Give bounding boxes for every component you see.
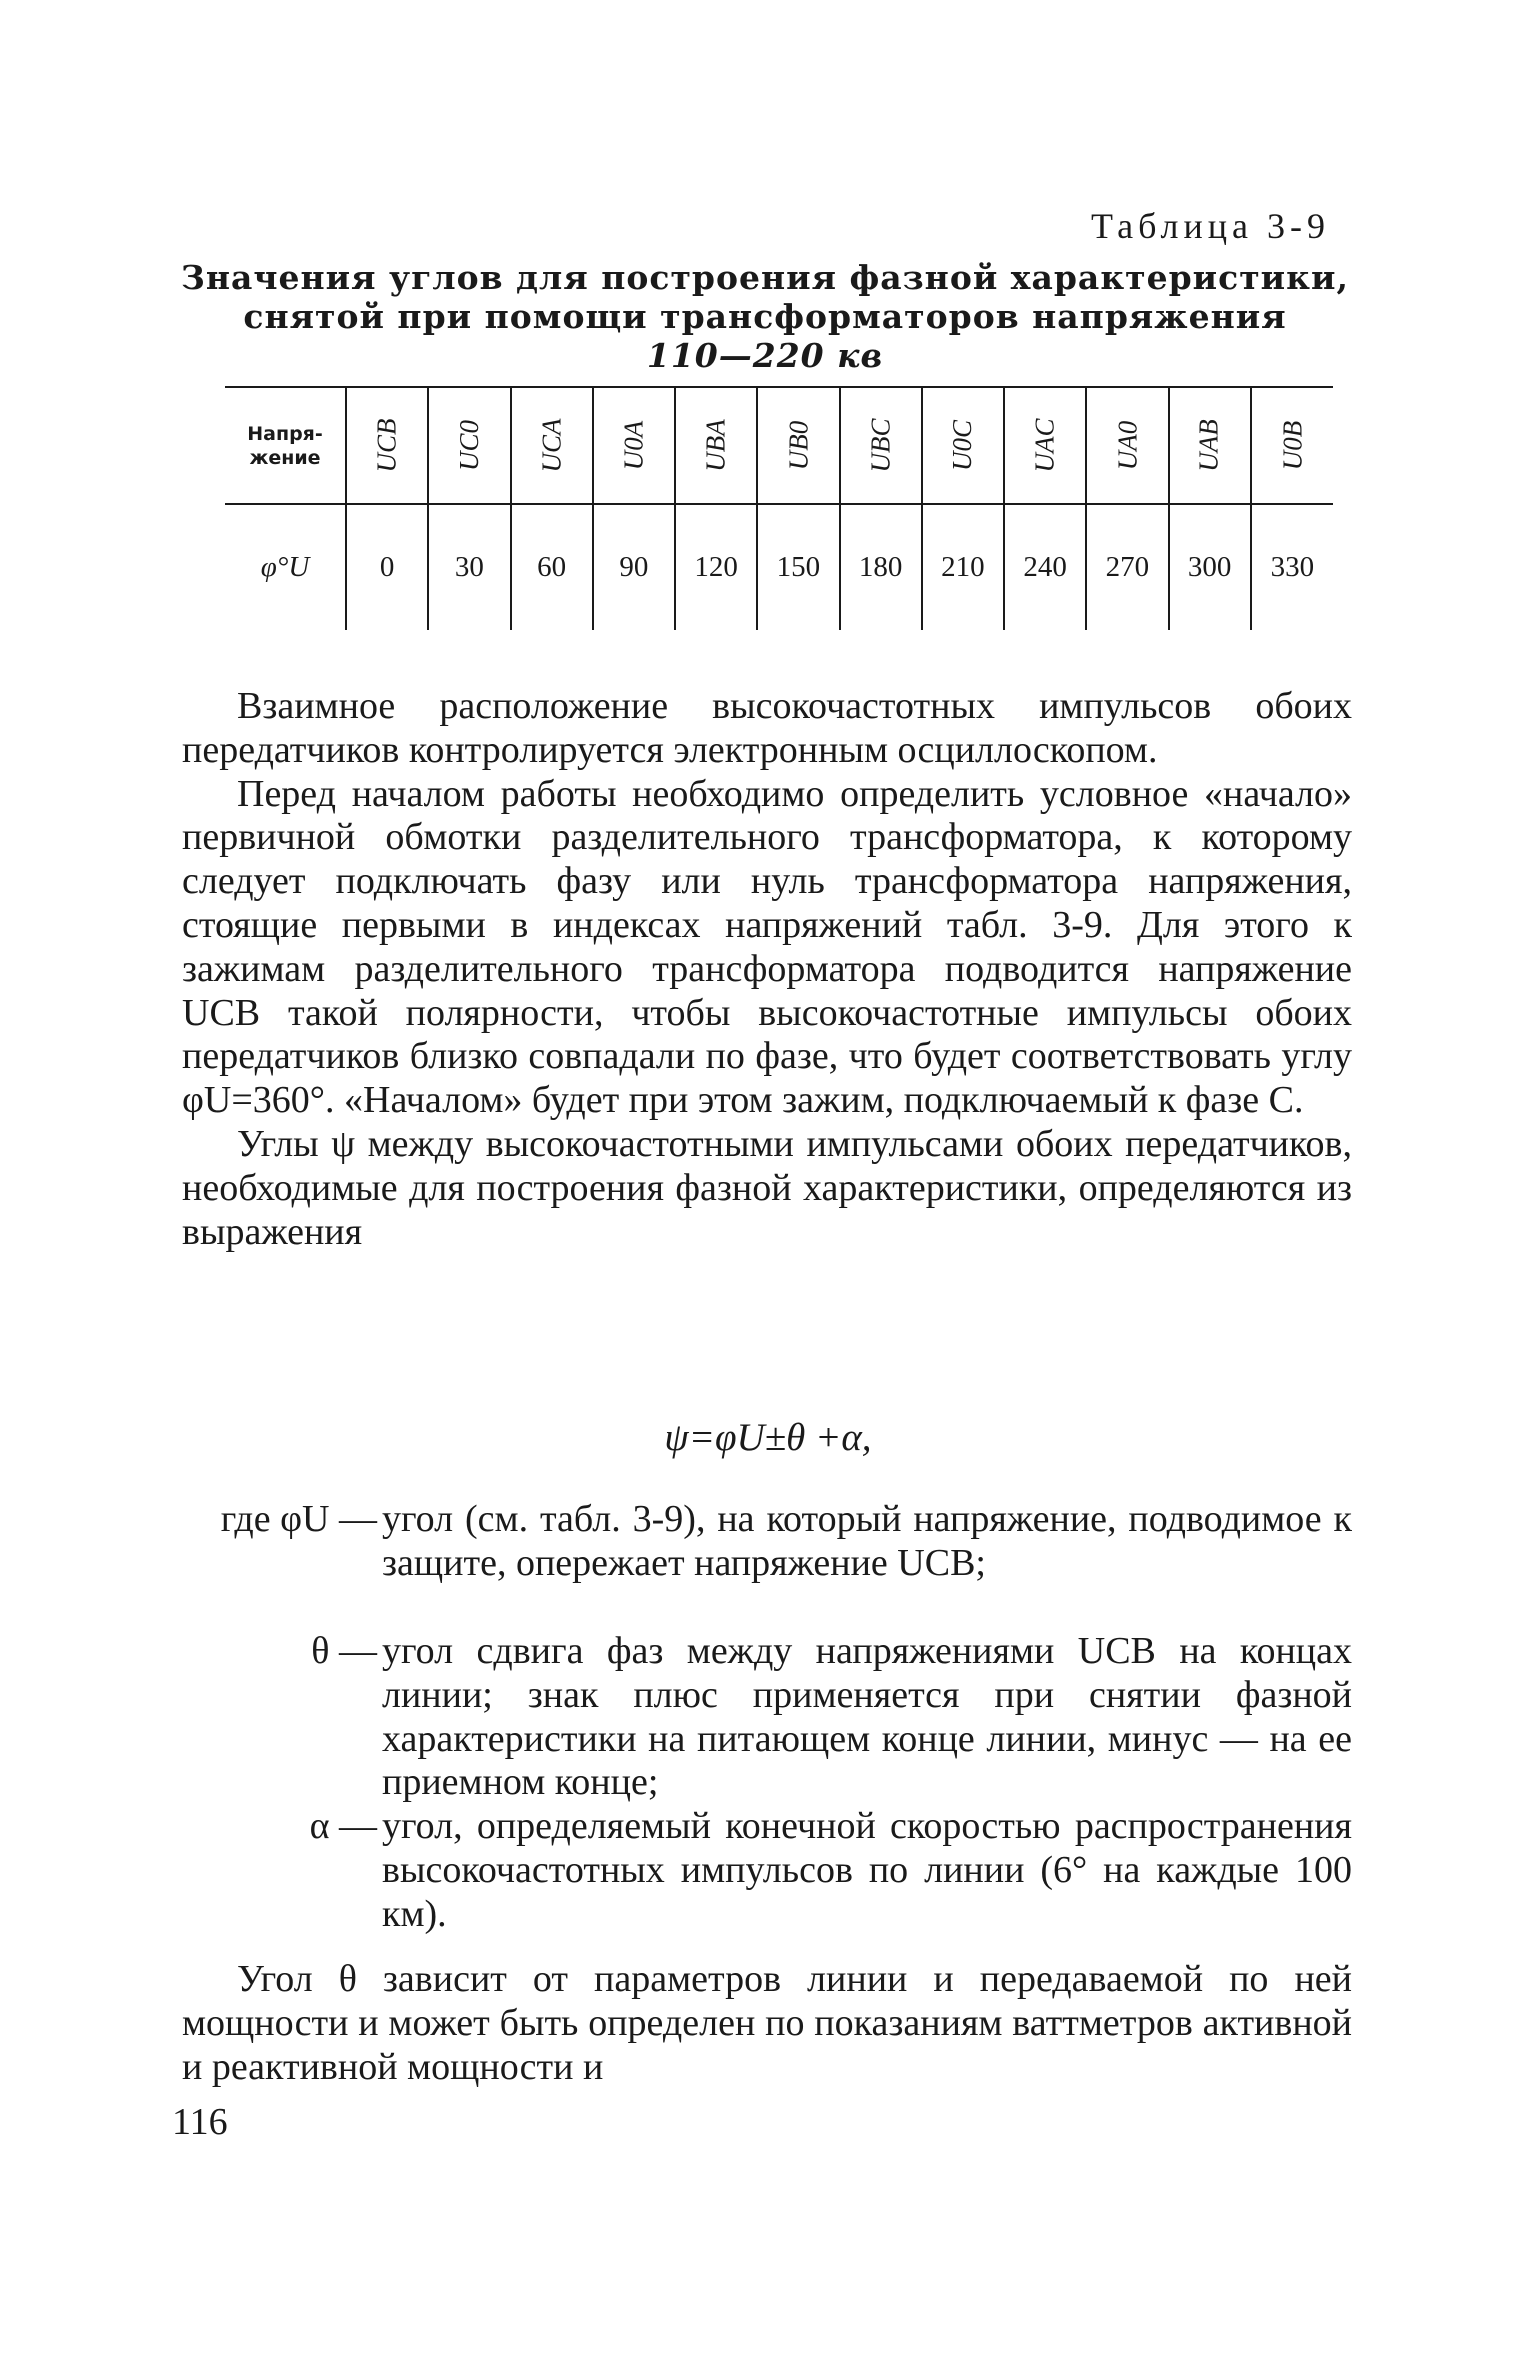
column-header <box>346 387 428 504</box>
definition-body: угол сдвига фаз между напряжениями UCB на концах линии; знак плюс применяется при снятии фазной характеристики на питающем конце линии, минус — на ее приемном конце; <box>382 1630 1352 1804</box>
paragraph-4: Угол θ зависит от параметров линии и передаваемой по ней мощности и может быть определен по показаниям ваттметров активной и реактивной мощности и <box>182 1958 1352 2088</box>
definition-term: θ — <box>311 1630 377 1672</box>
definition-term: где φU — <box>220 1498 377 1540</box>
column-header <box>1251 387 1333 504</box>
table-label: Таблица 3-9 <box>1091 206 1330 246</box>
column-label: UA0 <box>1111 420 1142 471</box>
column-label: UC0 <box>453 419 484 472</box>
table-cell: 90 <box>593 504 675 630</box>
definition-body: угол, определяемый конечной скоростью распространения высокочастотных импульсов по линии (6° на каждые 100 км). <box>382 1805 1352 1935</box>
paragraph-1: Взаимное расположение высокочастотных импульсов обоих передатчиков контролируется электронным осциллоскопом. <box>182 685 1352 771</box>
table-cell: 0 <box>346 504 428 630</box>
table-title-line-1: Значения углов для построения фазной характеристики, <box>181 258 1349 297</box>
column-label: UCA <box>536 418 567 473</box>
table-title-line-3: 110—220 кв <box>646 336 884 375</box>
column-header <box>757 387 839 504</box>
column-label: U0C <box>947 419 978 472</box>
column-header <box>428 387 510 504</box>
angle-table <box>225 386 1333 630</box>
definition-term: α — <box>309 1805 377 1847</box>
column-label: UBA <box>700 419 731 472</box>
column-label: UB0 <box>782 420 813 471</box>
column-header <box>675 387 757 504</box>
column-header <box>511 387 593 504</box>
column-label: UCB <box>371 418 402 473</box>
column-header <box>1086 387 1168 504</box>
definition-body: угол (см. табл. 3-9), на который напряжение, подводимое к защите, опережает напряжение UCB; <box>382 1498 1352 1584</box>
definition-phi <box>182 1498 1352 1586</box>
table-row <box>225 504 1333 630</box>
column-label: UBC <box>865 418 896 473</box>
table-title-line-2: снятой при помощи трансформаторов напряжения <box>243 297 1287 336</box>
column-label: UAC <box>1029 418 1060 473</box>
table-cell: 120 <box>675 504 757 630</box>
definition-theta <box>182 1630 1352 1805</box>
column-header <box>1169 387 1251 504</box>
column-label: UAB <box>1194 419 1225 472</box>
column-header <box>593 387 675 504</box>
formula <box>0 1415 1536 1460</box>
table-title <box>180 258 1350 375</box>
table-cell: 60 <box>511 504 593 630</box>
body-text-end <box>182 1958 1352 2089</box>
formula-text: ψ=φU±θ +α, <box>664 1416 872 1459</box>
table-cell: 330 <box>1251 504 1333 630</box>
table-cell: 300 <box>1169 504 1251 630</box>
column-label: U0B <box>1276 420 1307 471</box>
column-header <box>922 387 1004 504</box>
paragraph-2: Перед началом работы необходимо определить условное «начало» первичной обмотки разделительного трансформатора, к которому следует подключать фазу или нуль трансформатора напряжения, стоящие первыми в индексах напряжений табл. 3-9. Для этого к зажимам разделительного трансформатора подводится напряжение UCB такой полярности, чтобы высокочастотные импульсы обоих передатчиков близко совпадали по фазе, что будет соответствовать углу φU=360°. «Началом» будет при этом зажим, подключаемый к фазе C. <box>182 772 1352 1122</box>
table-header-row <box>225 387 1333 504</box>
column-header <box>1004 387 1086 504</box>
table-cell: 150 <box>757 504 839 630</box>
row-header-label: Напря-жение <box>247 422 323 469</box>
table-cell: 240 <box>1004 504 1086 630</box>
table-cell: 210 <box>922 504 1004 630</box>
table-cell: 180 <box>840 504 922 630</box>
definition-alpha <box>182 1805 1352 1936</box>
row-label: φ°U <box>260 551 310 583</box>
table-cell: 30 <box>428 504 510 630</box>
row-header-cell <box>225 387 346 504</box>
body-text <box>182 685 1352 1254</box>
column-label: U0A <box>618 420 649 471</box>
table-cell: 270 <box>1086 504 1168 630</box>
page-number: 116 <box>172 2101 228 2143</box>
column-header <box>840 387 922 504</box>
paragraph-3: Углы ψ между высокочастотными импульсами обоих передатчиков, необходимые для построения фазной характеристики, определяются из выражения <box>182 1122 1352 1253</box>
